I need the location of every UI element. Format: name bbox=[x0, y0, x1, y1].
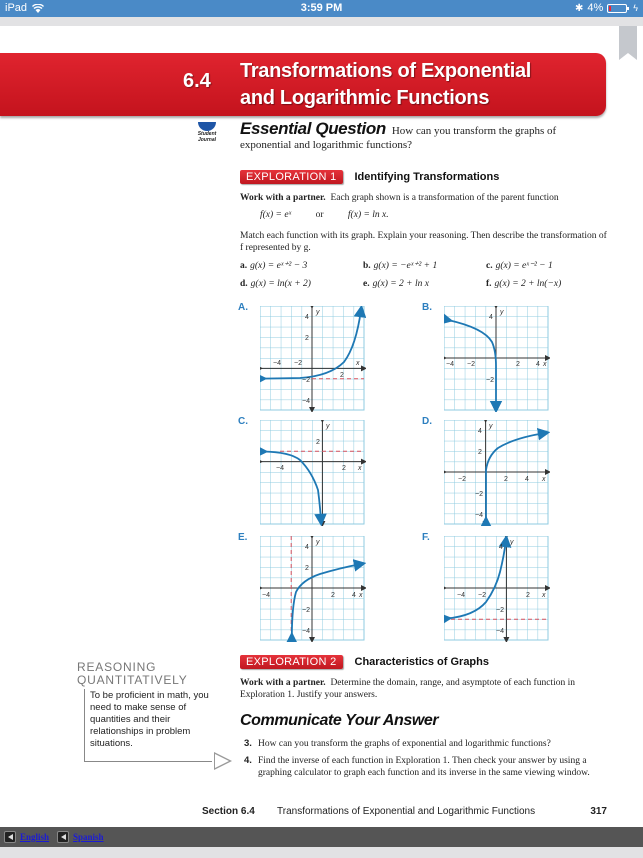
svg-text:2: 2 bbox=[305, 335, 309, 342]
exploration-1-header bbox=[240, 167, 499, 185]
battery-icon bbox=[607, 4, 627, 13]
question-4: 4. Find the inverse of each function in Exploration 1. Then check your answer by using a graphing calculator to graph each function and its inverse in the same viewing window. bbox=[244, 755, 590, 778]
svg-text:4: 4 bbox=[352, 592, 356, 599]
or-text: or bbox=[315, 210, 324, 220]
svg-text:−2: −2 bbox=[294, 360, 302, 367]
exploration-1-intro bbox=[240, 192, 610, 204]
audio-bar bbox=[0, 827, 643, 847]
graph-f bbox=[422, 532, 550, 647]
graph-e-label: E. bbox=[238, 532, 248, 543]
status-bar bbox=[0, 0, 643, 17]
graph-f-plot bbox=[444, 536, 550, 642]
exploration-2-badge: EXPLORATION 2 bbox=[240, 655, 343, 669]
speaker-icon[interactable] bbox=[57, 831, 69, 843]
svg-text:−2: −2 bbox=[302, 377, 310, 384]
svg-text:−4: −4 bbox=[302, 398, 310, 405]
svg-text:2: 2 bbox=[340, 372, 344, 379]
lesson-title-line1: Transformations of Exponential bbox=[240, 60, 532, 82]
spanish-audio-link[interactable]: Spanish bbox=[73, 832, 104, 842]
english-audio-link[interactable]: English bbox=[20, 832, 50, 842]
exploration-1-badge: EXPLORATION 1 bbox=[240, 170, 343, 184]
charging-icon: ϟ bbox=[633, 3, 638, 13]
svg-text:−2: −2 bbox=[478, 592, 486, 599]
svg-text:−4: −4 bbox=[276, 465, 284, 472]
svg-text:4: 4 bbox=[525, 476, 529, 483]
footer-title: Transformations of Exponential and Logarithmic Functions bbox=[277, 806, 536, 817]
function-d: d. g(x) = ln(x + 2) bbox=[240, 279, 311, 289]
function-f: f. g(x) = 2 + ln(−x) bbox=[486, 279, 562, 289]
question-3: 3. How can you transform the graphs of exponential and logarithmic functions? bbox=[244, 738, 551, 749]
svg-text:−2: −2 bbox=[496, 607, 504, 614]
exploration-2-title: Characteristics of Graphs bbox=[354, 656, 489, 668]
graph-a-label: A. bbox=[238, 302, 248, 313]
journal-label-1: Student bbox=[197, 131, 217, 137]
exploration-1-title: Identifying Transformations bbox=[354, 171, 500, 183]
essential-question-text: How can you transform the graphs of exponential and logarithmic functions? bbox=[240, 125, 557, 151]
clock: 3:59 PM bbox=[300, 2, 343, 14]
svg-text:−4: −4 bbox=[273, 360, 281, 367]
svg-text:x: x bbox=[543, 361, 547, 368]
graph-d-label: D. bbox=[422, 416, 432, 427]
page-footer bbox=[202, 806, 607, 817]
intro-text: Each graph shown is a transformation of the parent function bbox=[330, 193, 559, 203]
svg-text:4: 4 bbox=[499, 544, 503, 551]
reasoning-heading-2: QUANTITATIVELY bbox=[77, 673, 188, 687]
parent-function-exp: f(x) = eˣ bbox=[260, 210, 292, 220]
footer-section: Section 6.4 bbox=[202, 806, 255, 817]
svg-text:4: 4 bbox=[305, 314, 309, 321]
battery-percent: 4% bbox=[587, 2, 604, 14]
bottom-strip bbox=[0, 847, 643, 858]
bookmark-icon[interactable] bbox=[619, 26, 637, 60]
function-a: a. g(x) = eˣ⁺² − 3 bbox=[240, 261, 308, 271]
reader-toolbar bbox=[0, 17, 643, 26]
svg-text:y: y bbox=[500, 309, 504, 316]
svg-text:y: y bbox=[489, 423, 493, 430]
section-number: 6.4 bbox=[183, 70, 211, 92]
book-icon bbox=[198, 122, 216, 131]
svg-text:y: y bbox=[316, 539, 320, 546]
exploration-2-intro bbox=[240, 677, 610, 701]
svg-text:2: 2 bbox=[516, 361, 520, 368]
intro-bold: Work with a partner. bbox=[240, 193, 326, 203]
svg-text:2: 2 bbox=[526, 592, 530, 599]
intro2-text: Determine the domain, range, and asymptote of each function in Exploration 1. Justify your answers. bbox=[240, 678, 575, 700]
svg-text:4: 4 bbox=[305, 544, 309, 551]
svg-text:−2: −2 bbox=[302, 607, 310, 614]
reasoning-text: To be proficient in math, you need to make sense of quantities and their relationships in problem situations. bbox=[90, 690, 209, 749]
essential-question bbox=[240, 119, 600, 152]
svg-text:−4: −4 bbox=[496, 628, 504, 635]
svg-text:−2: −2 bbox=[486, 377, 494, 384]
student-journal-link[interactable] bbox=[193, 122, 221, 143]
function-c: c. g(x) = eˣ⁻² − 1 bbox=[486, 261, 553, 271]
graph-d-plot bbox=[444, 420, 550, 526]
graph-a-plot bbox=[260, 306, 366, 412]
svg-text:2: 2 bbox=[331, 592, 335, 599]
graph-c-label: C. bbox=[238, 416, 248, 427]
lesson-title bbox=[240, 58, 531, 112]
communicate-title: Communicate Your Answer bbox=[240, 712, 439, 729]
essential-question-label: Essential Question bbox=[240, 119, 386, 138]
intro2-bold: Work with a partner. bbox=[240, 678, 326, 688]
function-list bbox=[240, 260, 610, 298]
svg-text:−4: −4 bbox=[457, 592, 465, 599]
svg-text:2: 2 bbox=[504, 476, 508, 483]
lesson-title-line2: and Logarithmic Functions bbox=[240, 87, 490, 109]
svg-text:2: 2 bbox=[316, 439, 320, 446]
svg-text:−4: −4 bbox=[262, 592, 270, 599]
svg-text:−2: −2 bbox=[458, 476, 466, 483]
lesson-banner bbox=[0, 53, 606, 116]
svg-text:4: 4 bbox=[489, 314, 493, 321]
exploration-1-instructions: Match each function with its graph. Explain your reasoning. Then describe the transformation of f represented by g. bbox=[240, 231, 607, 253]
svg-text:x: x bbox=[358, 465, 362, 472]
device-name: iPad bbox=[5, 2, 28, 14]
question-list bbox=[244, 738, 614, 784]
svg-text:−2: −2 bbox=[475, 491, 483, 498]
reasoning-heading-1: REASONING bbox=[77, 660, 157, 674]
graph-f-label: F. bbox=[422, 532, 430, 543]
svg-text:x: x bbox=[542, 592, 546, 599]
graph-a bbox=[238, 302, 366, 417]
graph-d bbox=[422, 416, 550, 531]
svg-text:x: x bbox=[359, 592, 363, 599]
journal-label-2: Journal bbox=[197, 137, 217, 143]
svg-text:x: x bbox=[356, 360, 360, 367]
svg-text:−4: −4 bbox=[446, 361, 454, 368]
graph-b-label: B. bbox=[422, 302, 432, 313]
page-number: 317 bbox=[590, 806, 607, 817]
svg-text:y: y bbox=[316, 309, 320, 316]
graph-c bbox=[238, 416, 366, 531]
graph-e bbox=[238, 532, 366, 647]
reasoning-box bbox=[84, 689, 212, 762]
svg-text:x: x bbox=[542, 476, 546, 483]
reasoning-note bbox=[77, 661, 237, 762]
function-e: e. g(x) = 2 + ln x bbox=[363, 279, 429, 289]
svg-text:−4: −4 bbox=[475, 512, 483, 519]
svg-text:y: y bbox=[326, 423, 330, 430]
svg-text:−4: −4 bbox=[302, 628, 310, 635]
graph-c-plot bbox=[260, 420, 366, 526]
parent-function-ln: f(x) = ln x. bbox=[347, 210, 389, 220]
svg-text:y: y bbox=[510, 539, 514, 546]
svg-text:4: 4 bbox=[478, 428, 482, 435]
bluetooth-icon: ✱ bbox=[574, 2, 584, 14]
svg-text:2: 2 bbox=[478, 449, 482, 456]
svg-text:−2: −2 bbox=[467, 361, 475, 368]
graph-b bbox=[422, 302, 550, 417]
graph-e-plot bbox=[260, 536, 366, 642]
function-b: b. g(x) = −eˣ⁺² + 1 bbox=[363, 261, 438, 271]
graph-b-plot bbox=[444, 306, 550, 412]
speaker-icon[interactable] bbox=[4, 831, 16, 843]
parent-functions bbox=[260, 210, 389, 220]
exploration-2-header bbox=[240, 652, 489, 670]
arrow-right-icon bbox=[214, 752, 232, 770]
svg-text:2: 2 bbox=[305, 565, 309, 572]
svg-text:2: 2 bbox=[342, 465, 346, 472]
svg-text:4: 4 bbox=[536, 361, 540, 368]
